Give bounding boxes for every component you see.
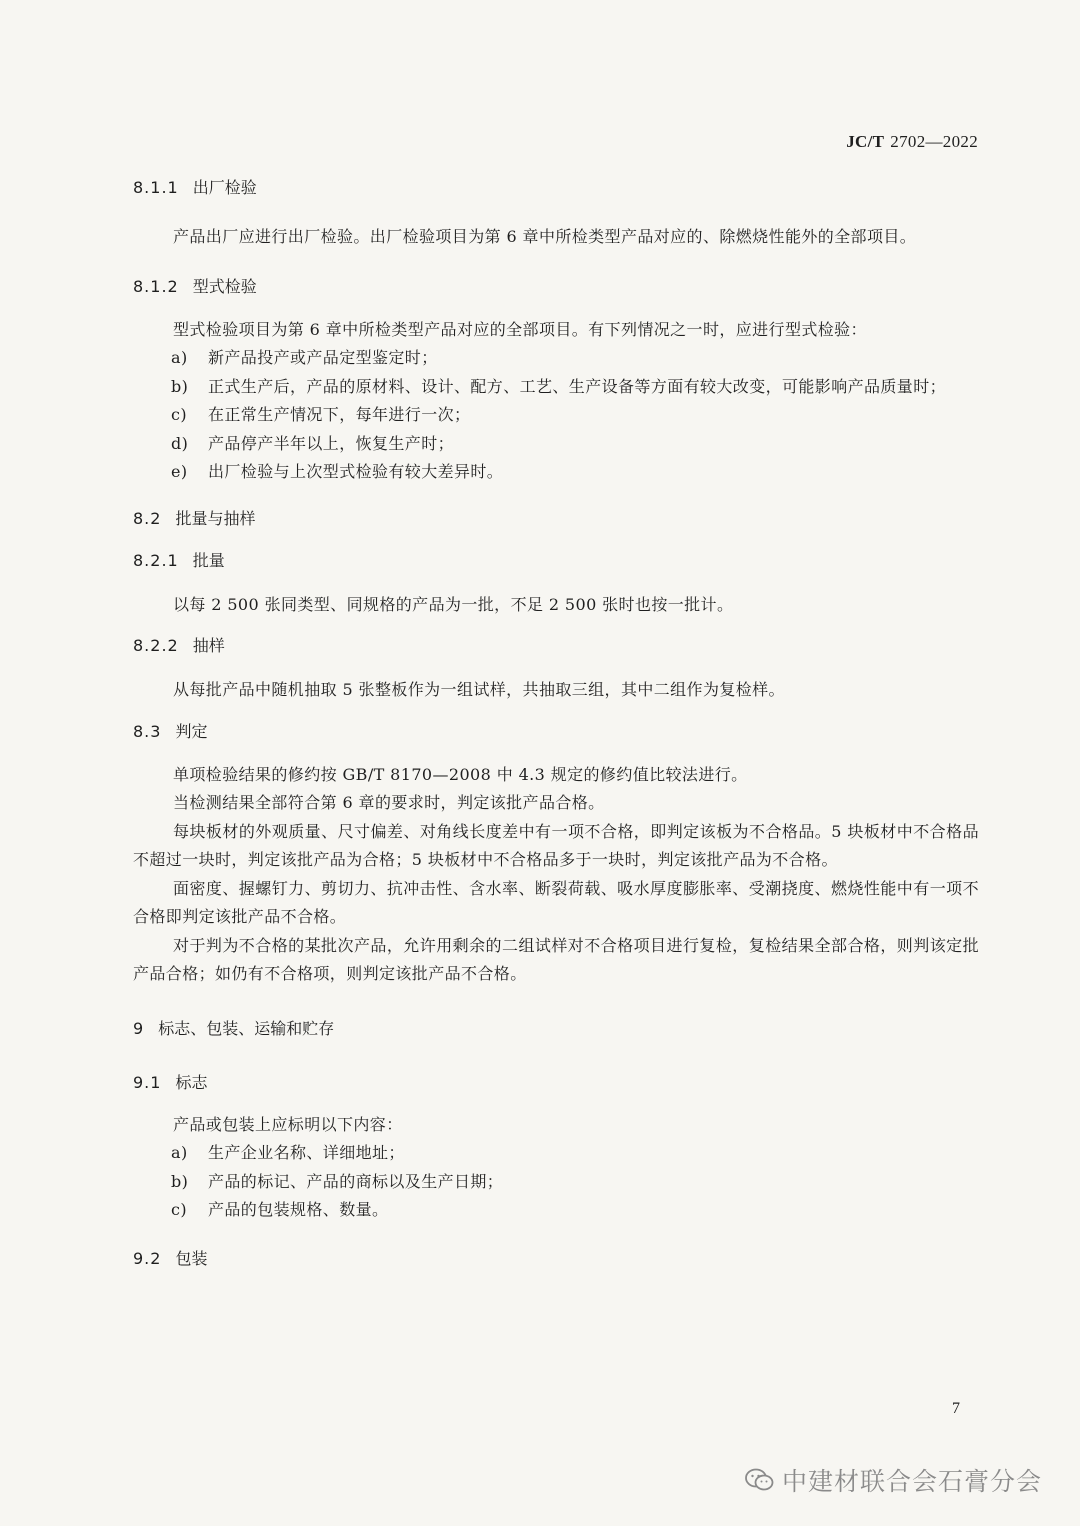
para-8-3-pass: 当检测结果全部符合第 6 章的要求时，判定该批产品合格。 xyxy=(173,793,605,812)
document-body xyxy=(133,174,979,1273)
list-item: c) 产品的包装规格、数量。 xyxy=(171,1200,389,1219)
wechat-icon xyxy=(744,1467,774,1493)
para-8-2-1: 以每 2 500 张同类型、同规格的产品为一批，不足 2 500 张时也按一批计。 xyxy=(173,594,734,614)
list-item: b) 产品的标记、产品的商标以及生产日期； xyxy=(171,1171,504,1191)
para-8-3-properties: 面密度、握螺钉力、剪切力、抗冲击性、含水率、断裂荷载、吸水厚度膨胀率、受潮挠度、燃烧性能中有一项不合格即判定该批产品不合格。 xyxy=(133,878,979,926)
list-item: c) 在正常生产情况下，每年进行一次； xyxy=(171,405,471,424)
list-item: d) 产品停产半年以上，恢复生产时； xyxy=(171,433,455,453)
heading-8-1-1: 8.1.1 出厂检验 xyxy=(133,178,257,197)
para-9-1: 产品或包装上应标明以下内容： xyxy=(173,1114,403,1134)
heading-8-3: 8.3 判定 xyxy=(133,721,208,741)
para-8-3-retest: 对于判为不合格的某批次产品，允许用剩余的二组试样对不合格项目进行复检，复检结果全部合格，则判该定批产品合格；如仍有不合格项，则判定该批产品不合格。 xyxy=(133,935,979,983)
heading-9: 9 标志、包装、运输和贮存 xyxy=(133,1018,335,1038)
list-item: e) 出厂检验与上次型式检验有较大差异时。 xyxy=(171,462,504,481)
watermark-text: 中建材联合会石膏分会 xyxy=(781,1467,1042,1496)
standard-header xyxy=(846,132,978,152)
heading-9-2: 9.2 包装 xyxy=(133,1248,208,1268)
watermark xyxy=(744,1462,1042,1498)
standard-number: 2702—2022 xyxy=(890,132,978,151)
heading-8-2: 8.2 批量与抽样 xyxy=(133,508,256,528)
list-item: a) 生产企业名称、详细地址； xyxy=(171,1143,405,1162)
heading-8-1-2: 8.1.2 型式检验 xyxy=(133,276,257,296)
standard-prefix: JC/T xyxy=(846,132,885,151)
para-8-1-2: 型式检验项目为第 6 章中所检类型产品对应的全部项目。有下列情况之一时，应进行型式检验： xyxy=(173,319,867,339)
heading-9-1: 9.1 标志 xyxy=(133,1072,208,1092)
heading-8-2-2: 8.2.2 抽样 xyxy=(133,636,225,655)
heading-8-2-1: 8.2.1 批量 xyxy=(133,550,225,570)
list-item: a) 新产品投产或产品定型鉴定时； xyxy=(171,348,438,367)
para-8-3-rounding: 单项检验结果的修约按 GB/T 8170—2008 中 4.3 规定的修约值比较法进行。 xyxy=(173,764,748,784)
list-item: b) 正式生产后，产品的原材料、设计、配方、工艺、生产设备等方面有较大改变，可能影响产品质量时； xyxy=(171,376,947,396)
page-number: 7 xyxy=(952,1400,960,1417)
para-8-2-2: 从每批产品中随机抽取 5 张整板作为一组试样，共抽取三组，其中二组作为复检样。 xyxy=(173,680,785,699)
para-8-3-board: 每块板材的外观质量、尺寸偏差、对角线长度差中有一项不合格，即判定该板为不合格品。5 块板材中不合格品不超过一块时，判定该批产品为合格；5 块板材中不合格品多于一块时，判定该批产品为不合格。 xyxy=(133,821,979,869)
para-8-1-1: 产品出厂应进行出厂检验。出厂检验项目为第 6 章中所检类型产品对应的、除燃烧性能外的全部项目。 xyxy=(173,227,917,246)
